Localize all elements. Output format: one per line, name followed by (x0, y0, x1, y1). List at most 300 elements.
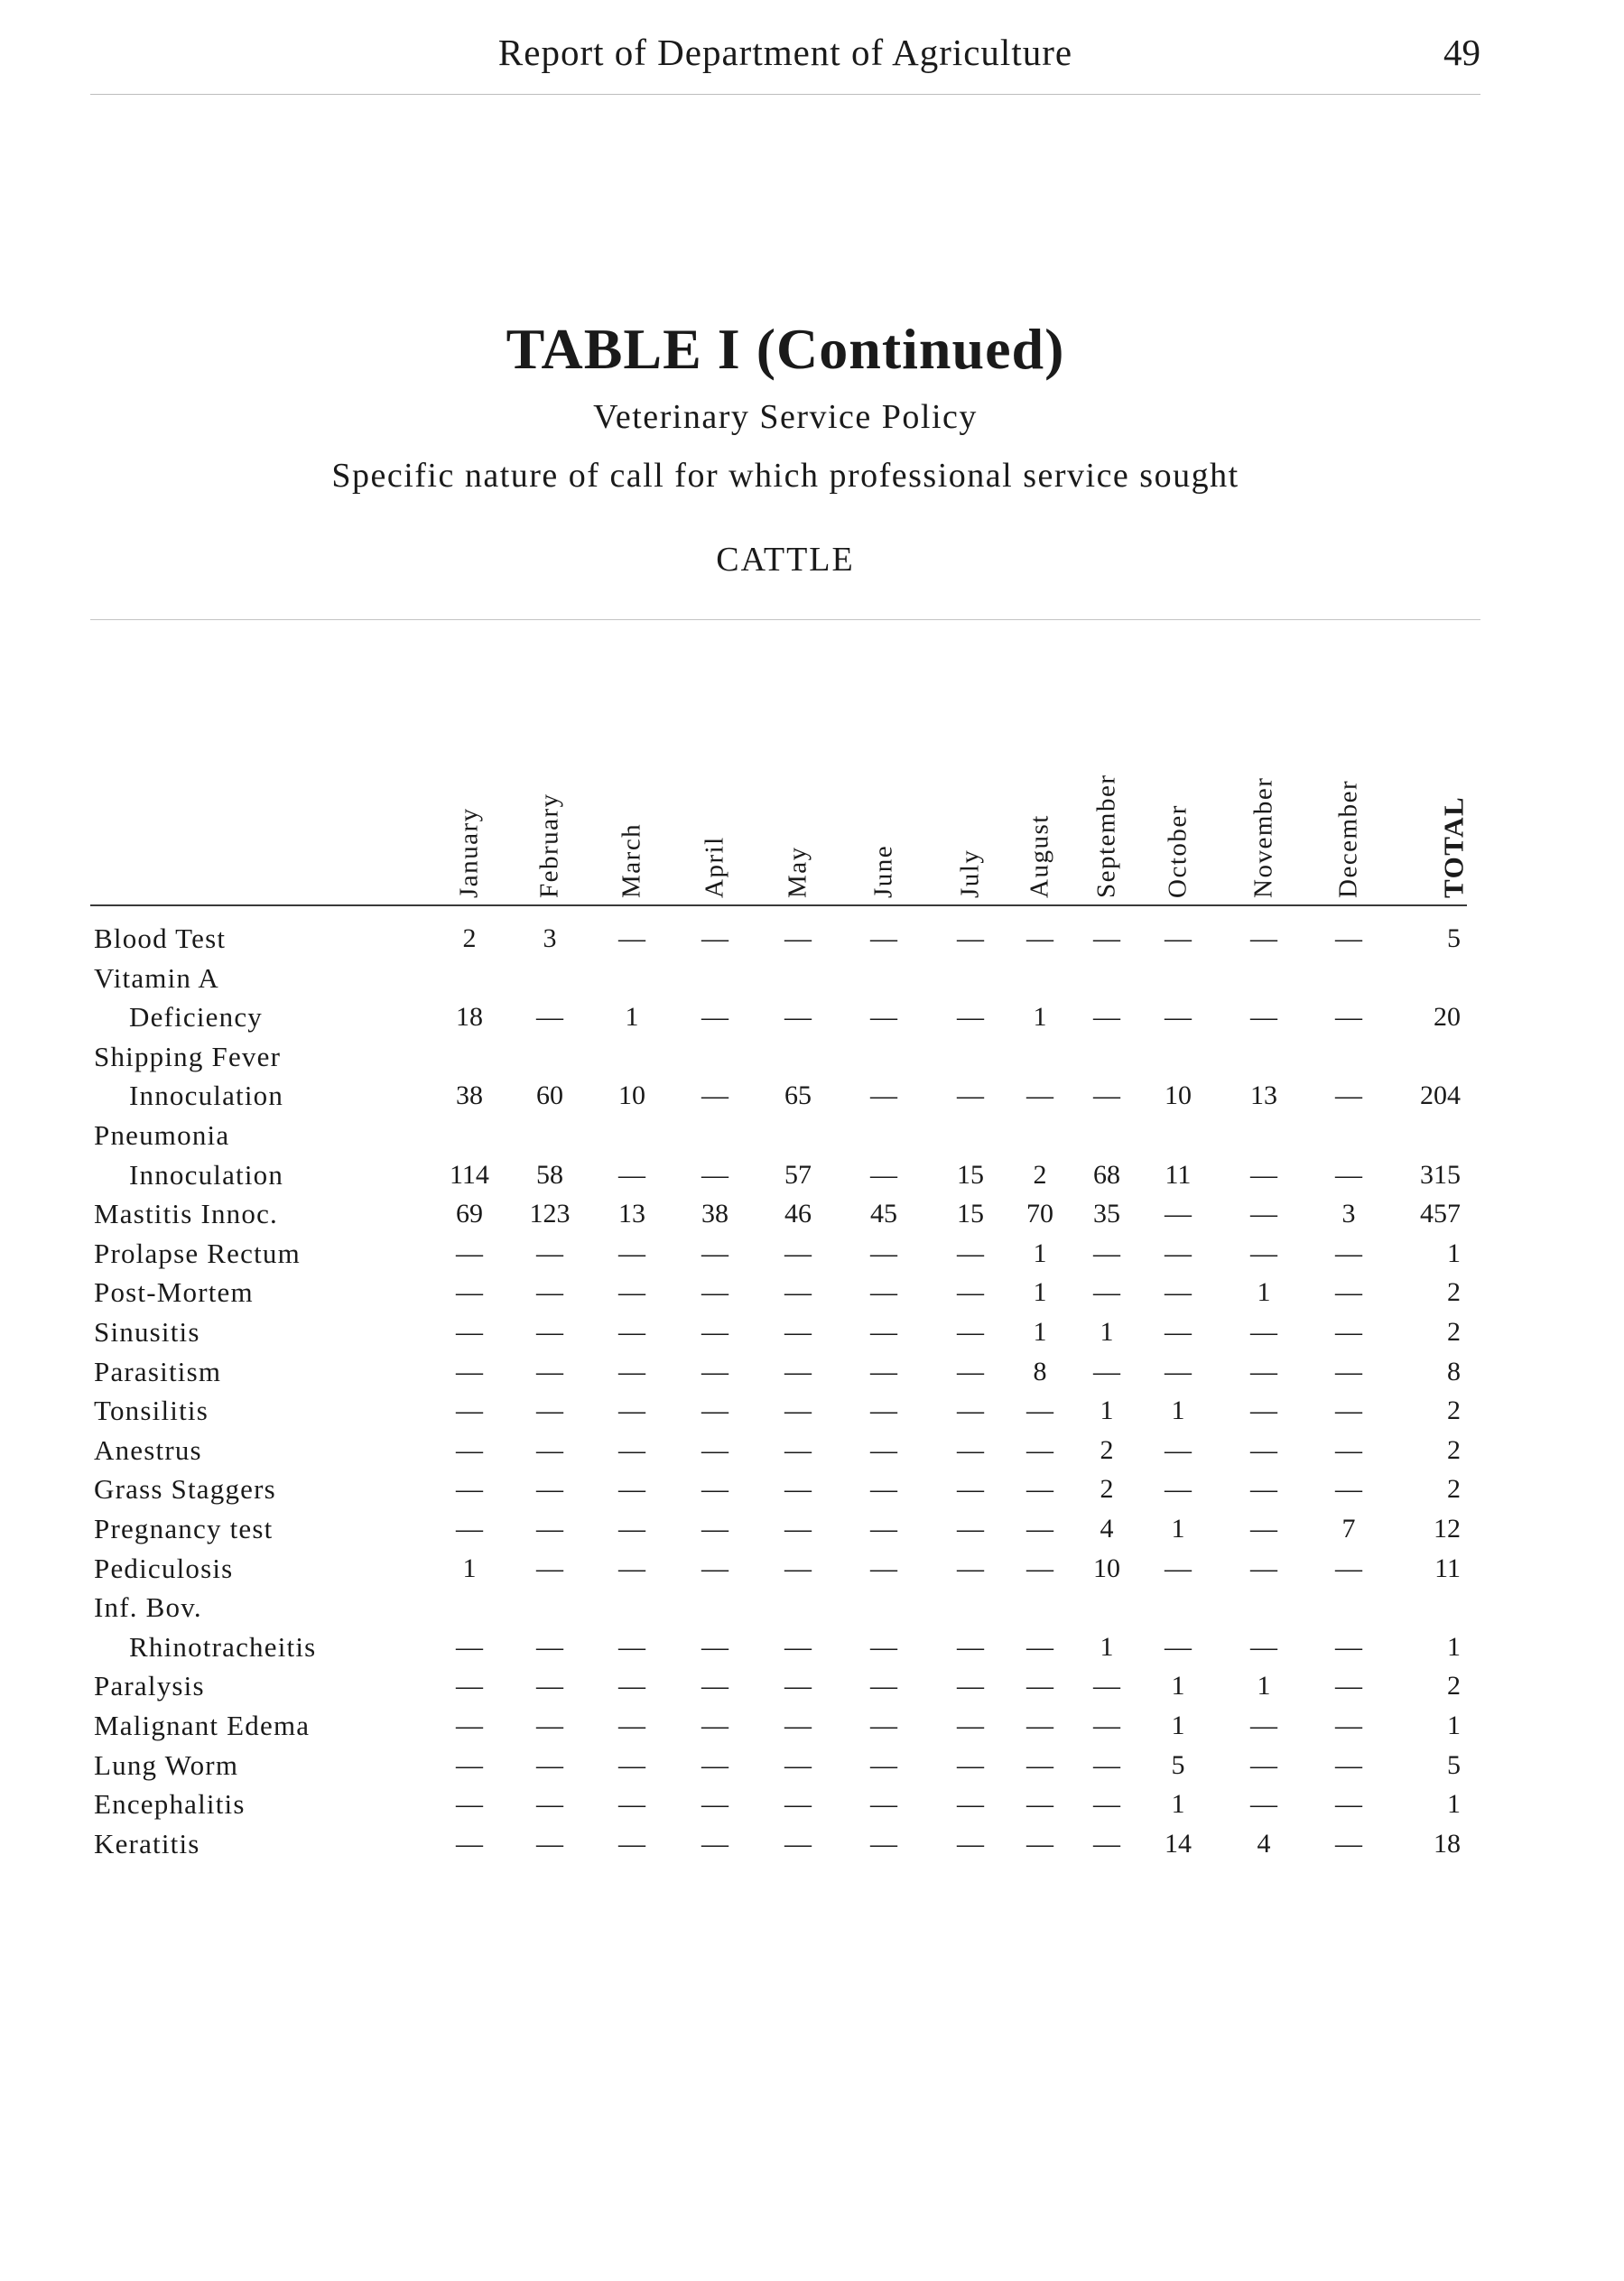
table-cell: — (1335, 1474, 1362, 1505)
table-cell: — (957, 1789, 984, 1820)
table-cell: — (1165, 1317, 1192, 1347)
table-cell: — (1026, 1828, 1053, 1859)
table-cell: — (456, 1749, 483, 1780)
table-cell: — (1165, 1277, 1192, 1308)
table-cell: 46 (784, 1199, 812, 1229)
table-cell: — (784, 1553, 812, 1583)
table-cell: — (1093, 1356, 1120, 1386)
table-cell: 1 (1033, 1277, 1047, 1308)
column-header-may (771, 722, 825, 898)
table-cell: — (870, 1671, 897, 1701)
table-cell: — (870, 1434, 897, 1465)
table-cell: — (1250, 923, 1277, 953)
table-cell: — (1250, 1317, 1277, 1347)
total-cell: 18 (1434, 1828, 1461, 1859)
column-header-october (1151, 722, 1205, 898)
table-cell: — (701, 1002, 728, 1033)
table-cell: — (618, 1434, 645, 1465)
table-cell: 10 (1165, 1080, 1192, 1111)
table-cell: — (1165, 1434, 1192, 1465)
table-cell: — (618, 923, 645, 953)
total-cell: 2 (1447, 1671, 1461, 1701)
table-row (0, 1076, 1624, 1115)
table-cell: — (784, 923, 812, 953)
row-label: Lung Worm (94, 1748, 239, 1781)
table-cell: — (456, 1238, 483, 1268)
table-cell: — (1335, 923, 1362, 953)
table-cell: — (784, 1238, 812, 1268)
table-row (0, 1627, 1624, 1666)
table-cell: — (957, 1434, 984, 1465)
table-cell: — (618, 1514, 645, 1544)
table-cell: — (784, 1277, 812, 1308)
table-cell: — (784, 1631, 812, 1662)
table-cell: 1 (625, 1002, 639, 1033)
table-cell: — (701, 1080, 728, 1111)
table-cell: — (870, 1317, 897, 1347)
table-cell: 1 (1171, 1789, 1185, 1820)
table-cell: — (701, 1631, 728, 1662)
table-cell: — (618, 1711, 645, 1740)
table-cell: — (1026, 1553, 1053, 1583)
column-header-label: June (868, 844, 898, 898)
table-cell: 1 (1257, 1671, 1271, 1701)
row-label: Blood Test (94, 923, 227, 954)
table-cell: — (456, 1789, 483, 1820)
table-cell: — (618, 1238, 645, 1268)
row-label: Tonsilitis (94, 1395, 209, 1427)
table-cell: 1 (1033, 1317, 1047, 1347)
table-cell: — (1250, 1789, 1277, 1820)
section-rule (90, 619, 1480, 620)
table-cell: — (1026, 1395, 1053, 1426)
table-cell: 70 (1026, 1199, 1053, 1229)
table-cell: — (456, 1395, 483, 1426)
table-title: TABLE I (Continued) (506, 317, 1065, 381)
table-cell: — (1165, 1631, 1192, 1662)
table-cell: — (618, 1277, 645, 1308)
row-label: Rhinotracheitis (129, 1630, 317, 1663)
table-cell: — (957, 1080, 984, 1111)
table-cell: 1 (1171, 1514, 1185, 1544)
table-cell: — (784, 1474, 812, 1505)
table-cell: — (870, 1277, 897, 1308)
table-row (0, 1588, 1624, 1627)
table-cell: — (1026, 1749, 1053, 1780)
table-cell: — (1165, 1553, 1192, 1583)
table-cell: — (1250, 1474, 1277, 1505)
table-cell: — (1165, 1356, 1192, 1386)
table-cell: — (701, 1317, 728, 1347)
table-row (0, 1509, 1624, 1548)
table-cell: 35 (1093, 1199, 1120, 1229)
table-cell: — (536, 1002, 563, 1033)
table-row (0, 1155, 1624, 1194)
table-cell: — (701, 1671, 728, 1701)
table-cell: — (1250, 1159, 1277, 1190)
header-underline (90, 904, 1467, 906)
table-cell: — (1026, 1671, 1053, 1701)
table-cell: — (618, 1749, 645, 1780)
table-cell: — (1093, 1711, 1120, 1740)
table-cell: — (1026, 923, 1053, 953)
total-cell: 8 (1447, 1356, 1461, 1386)
table-cell: — (870, 1553, 897, 1583)
table-row (0, 1785, 1624, 1823)
table-cell: — (870, 1828, 897, 1859)
table-row (0, 1273, 1624, 1312)
total-cell: 2 (1447, 1277, 1461, 1308)
table-cell: — (1165, 1199, 1192, 1229)
total-cell: 12 (1434, 1514, 1461, 1544)
table-row (0, 959, 1624, 997)
table-cell: 38 (701, 1199, 728, 1229)
row-label: Pregnancy test (94, 1513, 274, 1544)
table-cell: 4 (1100, 1514, 1114, 1544)
row-label: Deficiency (129, 1001, 263, 1034)
table-cell: — (957, 1553, 984, 1583)
running-head (90, 31, 1480, 85)
row-label: Malignant Edema (94, 1710, 311, 1741)
column-header-label: January (454, 807, 484, 898)
table-cell: — (784, 1749, 812, 1780)
table-cell: — (1250, 1749, 1277, 1780)
table-cell: 65 (784, 1080, 812, 1111)
table-cell: — (784, 1434, 812, 1465)
table-cell: — (1026, 1711, 1053, 1740)
table-cell: 11 (1165, 1159, 1192, 1190)
table-cell: — (1093, 1671, 1120, 1701)
column-header-september (1080, 722, 1134, 898)
table-cell: 60 (536, 1080, 563, 1111)
table-cell: — (1165, 1474, 1192, 1505)
table-cell: — (1335, 1002, 1362, 1033)
table-cell: — (618, 1789, 645, 1820)
table-cell: — (1335, 1434, 1362, 1465)
section-label: CATTLE (716, 541, 855, 579)
column-header-april (688, 722, 742, 898)
table-cell: — (456, 1828, 483, 1859)
table-cell: 15 (957, 1199, 984, 1229)
column-header-total (1426, 722, 1480, 898)
table-row (0, 1666, 1624, 1705)
table-row (0, 1037, 1624, 1076)
column-header-label: October (1163, 804, 1192, 898)
table-cell: — (536, 1631, 563, 1662)
table-cell: — (957, 923, 984, 953)
table-cell: 4 (1257, 1828, 1271, 1859)
table-cell: — (870, 1080, 897, 1111)
column-header-label: April (700, 836, 729, 898)
total-cell: 1 (1447, 1789, 1461, 1820)
row-label: Grass Staggers (94, 1473, 276, 1506)
table-cell: — (456, 1631, 483, 1662)
table-cell: 18 (456, 1002, 483, 1033)
table-cell: — (618, 1474, 645, 1505)
table-cell: — (1250, 1553, 1277, 1583)
table-cell: 57 (784, 1159, 812, 1190)
table-cell: — (1026, 1514, 1053, 1544)
running-title: Report of Department of Agriculture (497, 32, 1073, 73)
row-label: Anestrus (94, 1433, 202, 1466)
row-label: Vitamin A (94, 961, 219, 994)
table-cell: — (1250, 1711, 1277, 1740)
table-cell: — (957, 1749, 984, 1780)
table-cell: — (870, 1159, 897, 1190)
table-cell: 1 (1171, 1671, 1185, 1701)
table-cell: 2 (462, 923, 477, 953)
table-cell: 2 (1100, 1434, 1114, 1465)
table-cell: — (456, 1277, 483, 1308)
table-cell: — (1165, 923, 1192, 953)
table-cell: — (1335, 1159, 1362, 1190)
row-label: Paralysis (94, 1670, 205, 1702)
column-header-june (857, 722, 911, 898)
table-cell: — (957, 1395, 984, 1426)
table-cell: — (618, 1159, 645, 1190)
table-cell: — (870, 1395, 897, 1426)
column-header-label: July (955, 848, 985, 898)
table-cell: — (1250, 1514, 1277, 1544)
table-cell: — (1335, 1080, 1362, 1111)
table-cell: — (456, 1474, 483, 1505)
column-header-january (442, 722, 496, 898)
table-cell: — (701, 1828, 728, 1859)
table-cell: 14 (1165, 1828, 1192, 1859)
table-cell: 1 (462, 1553, 477, 1583)
table-row (0, 1470, 1624, 1508)
table-cell: — (456, 1317, 483, 1347)
table-cell: — (957, 1631, 984, 1662)
table-cell: — (1093, 1238, 1120, 1268)
table-cell: — (618, 1395, 645, 1426)
table-cell: — (957, 1317, 984, 1347)
table-cell: — (701, 1238, 728, 1268)
table-cell: — (1335, 1395, 1362, 1426)
table-cell: — (957, 1356, 984, 1386)
table-cell: 10 (618, 1080, 645, 1111)
table-cell: — (618, 1356, 645, 1386)
column-header-november (1237, 722, 1291, 898)
table-cell: — (618, 1317, 645, 1347)
table-cell: — (1165, 1002, 1192, 1033)
column-header-february (523, 722, 577, 898)
table-row (0, 1706, 1624, 1745)
total-cell: 2 (1447, 1434, 1461, 1465)
table-cell: — (784, 1711, 812, 1740)
table-cell: 5 (1171, 1749, 1185, 1780)
table-cell: 1 (1033, 1238, 1047, 1268)
table-row (0, 1352, 1624, 1391)
table-cell: — (536, 1277, 563, 1308)
column-headers (0, 722, 1624, 898)
table-cell: — (784, 1828, 812, 1859)
table-cell: — (870, 1238, 897, 1268)
table-cell: — (1335, 1828, 1362, 1859)
table-cell: — (1093, 1002, 1120, 1033)
table-cell: — (618, 1631, 645, 1662)
table-cell: — (536, 1238, 563, 1268)
table-cell: — (870, 1711, 897, 1740)
table-cell: 10 (1093, 1553, 1120, 1583)
table-cell: — (456, 1711, 483, 1740)
table-cell: — (701, 1474, 728, 1505)
table-cell: — (784, 1002, 812, 1033)
table-cell: — (870, 1749, 897, 1780)
table-cell: — (784, 1514, 812, 1544)
row-label: Post-Mortem (94, 1276, 254, 1309)
table-cell: — (957, 1828, 984, 1859)
table-cell: — (1335, 1631, 1362, 1662)
total-cell: 315 (1420, 1159, 1461, 1190)
column-header-march (605, 722, 659, 898)
row-label: Shipping Fever (94, 1040, 282, 1072)
table-cell: 1 (1100, 1631, 1114, 1662)
table-cell: — (1335, 1317, 1362, 1347)
table-cell: 1 (1100, 1317, 1114, 1347)
column-header-label: May (783, 846, 812, 898)
table-cell: — (701, 1356, 728, 1386)
table-cell: 8 (1033, 1356, 1047, 1386)
table-cell: 3 (543, 923, 557, 953)
row-label: Innoculation (129, 1158, 284, 1191)
table-cell: — (536, 1671, 563, 1701)
table-cell: — (701, 1159, 728, 1190)
table-cell: — (1026, 1474, 1053, 1505)
table-cell: — (870, 1356, 897, 1386)
table-row (0, 1194, 1624, 1233)
column-header-label: September (1091, 774, 1121, 898)
total-cell: 1 (1447, 1711, 1461, 1740)
table-cell: — (1250, 1199, 1277, 1229)
table-cell: — (1093, 1789, 1120, 1820)
table-cell: 58 (536, 1159, 563, 1190)
table-cell: — (1335, 1711, 1362, 1740)
table-cell: 45 (870, 1199, 897, 1229)
column-header-label: March (617, 822, 646, 898)
table-cell: 38 (456, 1080, 483, 1111)
table-cell: 13 (1250, 1080, 1277, 1111)
column-header-label: TOTAL (1437, 795, 1470, 898)
table-cell: — (1335, 1789, 1362, 1820)
table-cell: — (957, 1514, 984, 1544)
table-cell: — (1250, 1002, 1277, 1033)
table-cell: — (1093, 1828, 1120, 1859)
table-cell: — (618, 1553, 645, 1583)
table-cell: — (618, 1828, 645, 1859)
total-cell: 5 (1447, 1749, 1461, 1780)
table-cell: — (1026, 1631, 1053, 1662)
column-header-label: November (1248, 776, 1278, 898)
row-label: Inf. Bov. (94, 1591, 202, 1624)
table-cell: — (784, 1395, 812, 1426)
table-cell: — (957, 1277, 984, 1308)
table-cell: — (701, 1434, 728, 1465)
table-cell: — (1250, 1434, 1277, 1465)
table-cell: 1 (1033, 1002, 1047, 1033)
total-cell: 2 (1447, 1317, 1461, 1347)
table-cell: — (784, 1789, 812, 1820)
table-row (0, 1746, 1624, 1785)
table-cell: — (536, 1395, 563, 1426)
table-cell: — (784, 1317, 812, 1347)
table-cell: — (1026, 1080, 1053, 1111)
table-subtitle: Veterinary Service Policy (593, 398, 978, 436)
table-cell: — (870, 1474, 897, 1505)
table-cell: — (701, 1395, 728, 1426)
table-cell: — (1093, 1749, 1120, 1780)
table-cell: — (456, 1671, 483, 1701)
column-header-label: August (1025, 814, 1054, 898)
table-cell: — (536, 1434, 563, 1465)
table-cell: 2 (1100, 1474, 1114, 1505)
table-row (0, 997, 1624, 1036)
table-cell: — (1026, 1789, 1053, 1820)
table-cell: — (701, 923, 728, 953)
row-label: Parasitism (94, 1355, 222, 1387)
table-cell: — (1250, 1631, 1277, 1662)
column-header-label: December (1333, 779, 1363, 898)
table-cell: 68 (1093, 1159, 1120, 1190)
table-cell: — (1165, 1238, 1192, 1268)
table-cell: 114 (450, 1159, 489, 1190)
table-cell: — (701, 1789, 728, 1820)
table-cell: — (1335, 1356, 1362, 1386)
table-cell: — (957, 1002, 984, 1033)
table-cell: — (1335, 1238, 1362, 1268)
table-cell: 13 (618, 1199, 645, 1229)
table-cell: 1 (1171, 1711, 1185, 1740)
column-header-december (1322, 722, 1376, 898)
table-row (0, 1312, 1624, 1351)
table-cell: — (536, 1356, 563, 1386)
table-row (0, 1116, 1624, 1154)
page-number: 49 (1443, 32, 1480, 73)
total-cell: 204 (1420, 1080, 1461, 1111)
header-rule (90, 94, 1480, 95)
table-cell: — (536, 1553, 563, 1583)
table-cell: — (957, 1711, 984, 1740)
table-cell: 1 (1257, 1277, 1271, 1308)
table-cell: — (870, 1789, 897, 1820)
table-cell: — (701, 1711, 728, 1740)
table-cell: 15 (957, 1159, 984, 1190)
column-header-july (943, 722, 998, 898)
table-cell: — (1335, 1553, 1362, 1583)
table-cell: — (957, 1238, 984, 1268)
table-cell: — (1093, 1080, 1120, 1111)
table-cell: 2 (1033, 1159, 1047, 1190)
column-header-august (1013, 722, 1067, 898)
table-cell: — (1335, 1671, 1362, 1701)
table-cell: — (1335, 1277, 1362, 1308)
table-row (0, 919, 1624, 958)
table-cell: 7 (1341, 1514, 1356, 1544)
table-cell: — (784, 1671, 812, 1701)
table-cell: — (536, 1474, 563, 1505)
total-cell: 2 (1447, 1395, 1461, 1426)
table-cell: — (1093, 923, 1120, 953)
total-cell: 20 (1434, 1002, 1461, 1033)
row-label: Pneumonia (94, 1119, 230, 1151)
table-cell: — (1250, 1395, 1277, 1426)
table-cell: — (701, 1749, 728, 1780)
total-cell: 5 (1447, 923, 1461, 953)
table-cell: — (957, 1474, 984, 1505)
table-cell: — (536, 1711, 563, 1740)
total-cell: 11 (1434, 1553, 1461, 1583)
total-cell: 457 (1420, 1199, 1461, 1229)
